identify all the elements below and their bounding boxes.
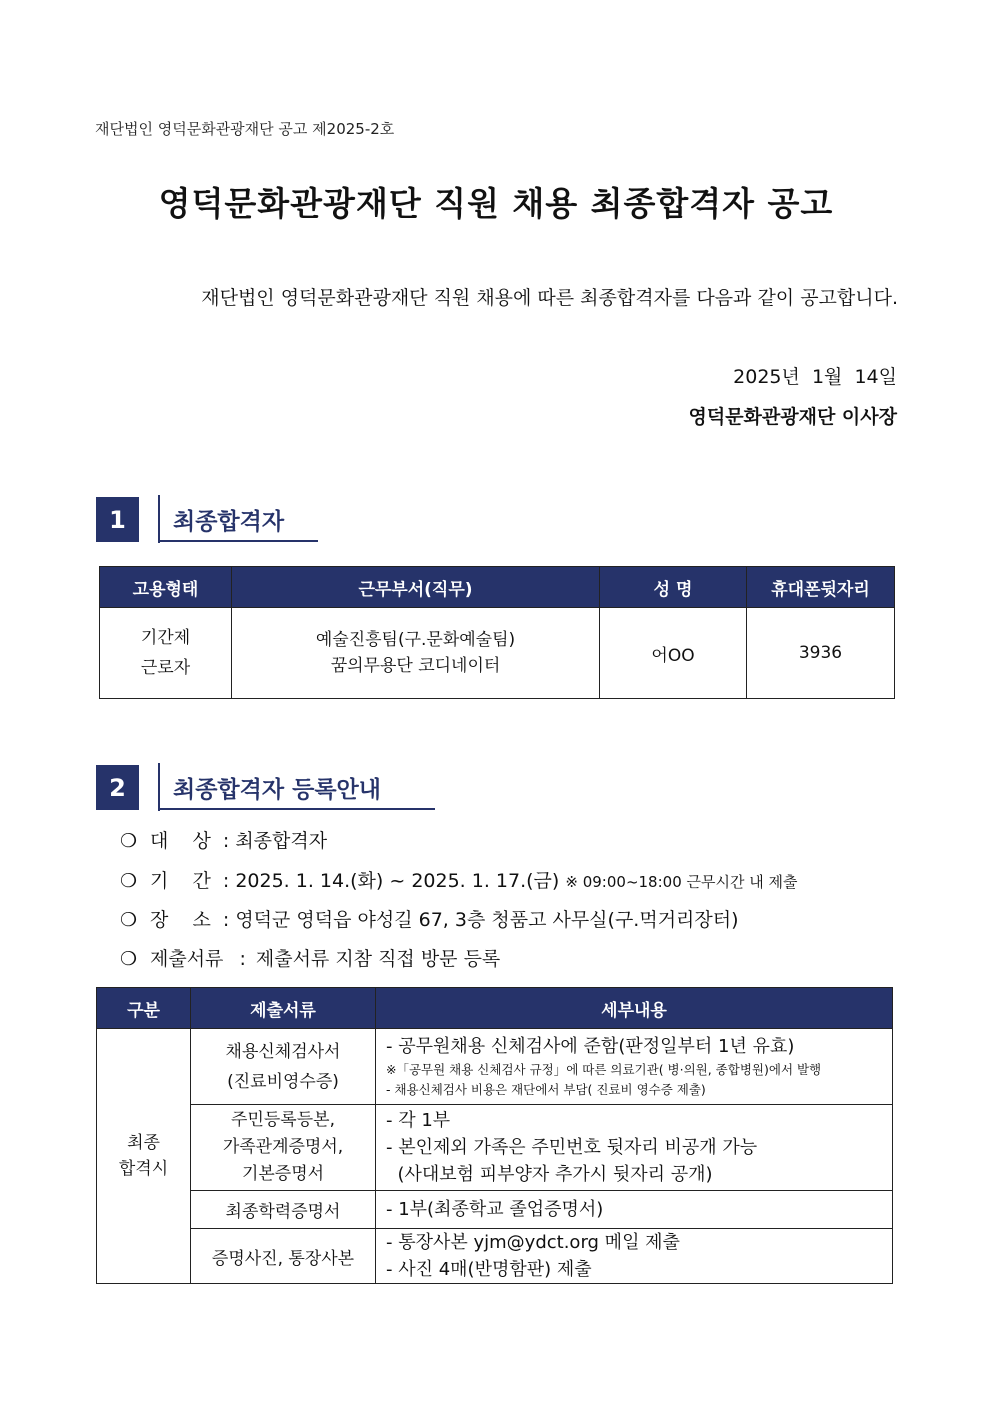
employment-type-cell: 기간제 근로자 (100, 608, 232, 699)
section-2-divider (158, 763, 160, 811)
section-1-number: 1 (96, 497, 139, 542)
header-name: 성 명 (600, 567, 747, 608)
table-row (97, 1029, 893, 1105)
header-employment-type: 고용형태 (100, 567, 232, 608)
documents-table (96, 987, 893, 1284)
phone-cell: 3936 (747, 608, 895, 699)
table-row (97, 1191, 893, 1229)
category-cell: 최종 합격시 (97, 1029, 191, 1284)
section-1-divider (158, 495, 160, 543)
section-1-underline (158, 540, 318, 542)
bullet-documents: ❍ 제출서류 : 제출서류 지참 직접 방문 등록 (120, 948, 501, 970)
header-documents: 제출서류 (191, 988, 376, 1029)
detail-cell: - 1부(최종학교 졸업증명서) (376, 1191, 893, 1229)
header-phone: 휴대폰뒷자리 (747, 567, 895, 608)
notice-reference: 재단법인 영덕문화관광재단 공고 제2025-2호 (95, 120, 395, 138)
table-row (100, 608, 895, 699)
bullet-target: ❍ 대 상 : 최종합격자 (120, 830, 328, 852)
document-cell: 최종학력증명서 (191, 1191, 376, 1229)
name-cell: 어OO (600, 608, 747, 699)
bullet-place: ❍ 장 소 : 영덕군 영덕읍 야성길 67, 3층 청품고 사무실(구.먹거리장터) (120, 909, 739, 931)
signer: 영덕문화관광재단 이사장 (688, 406, 897, 428)
bullet-period: ❍ 기 간 : 2025. 1. 14.(화) ~ 2025. 1. 17.(금) ※ 09:00~18:00 근무시간 내 제출 (120, 870, 798, 892)
table-row (97, 1229, 893, 1284)
section-2-title: 최종합격자 등록안내 (173, 777, 381, 803)
page-title: 영덕문화관광재단 직원 채용 최종합격자 공고 (158, 184, 834, 223)
department-cell: 예술진흥팀(구.문화예술팀) 꿈의무용단 코디네이터 (232, 608, 600, 699)
document-cell: 채용신체검사서 (진료비영수증) (191, 1029, 376, 1105)
header-details: 세부내용 (376, 988, 893, 1029)
document-cell: 주민등록등본, 가족관계증명서, 기본증명서 (191, 1105, 376, 1191)
table-row (97, 1105, 893, 1191)
header-department: 근무부서(직무) (232, 567, 600, 608)
document-cell: 증명사진, 통장사본 (191, 1229, 376, 1284)
header-category: 구분 (97, 988, 191, 1029)
notice-date: 2025년 1월 14일 (733, 366, 897, 388)
intro-text: 재단법인 영덕문화관광재단 직원 채용에 따른 최종합격자를 다음과 같이 공고합니다. (201, 287, 898, 309)
section-1-title: 최종합격자 (173, 509, 285, 535)
detail-cell: - 공무원채용 신체검사에 준함(판정일부터 1년 유효) ※「공무원 채용 신체검사 규정」에 따른 의료기관( 병·의원, 종합병원)에서 발행 - 채용신체검사 비용은 재단에서 부담( 진료비 영수증 제출) (376, 1029, 893, 1105)
detail-cell: - 통장사본 yjm@ydct.org 메일 제출 - 사진 4매(반명함판) 제출 (376, 1229, 893, 1284)
section-2-number: 2 (96, 765, 139, 810)
detail-cell: - 각 1부 - 본인제외 가족은 주민번호 뒷자리 비공개 가능 (사대보험 피부양자 추가시 뒷자리 공개) (376, 1105, 893, 1191)
period-note: ※ 09:00~18:00 근무시간 내 제출 (565, 873, 798, 891)
section-2-underline (158, 808, 435, 810)
finalist-table (99, 566, 895, 699)
